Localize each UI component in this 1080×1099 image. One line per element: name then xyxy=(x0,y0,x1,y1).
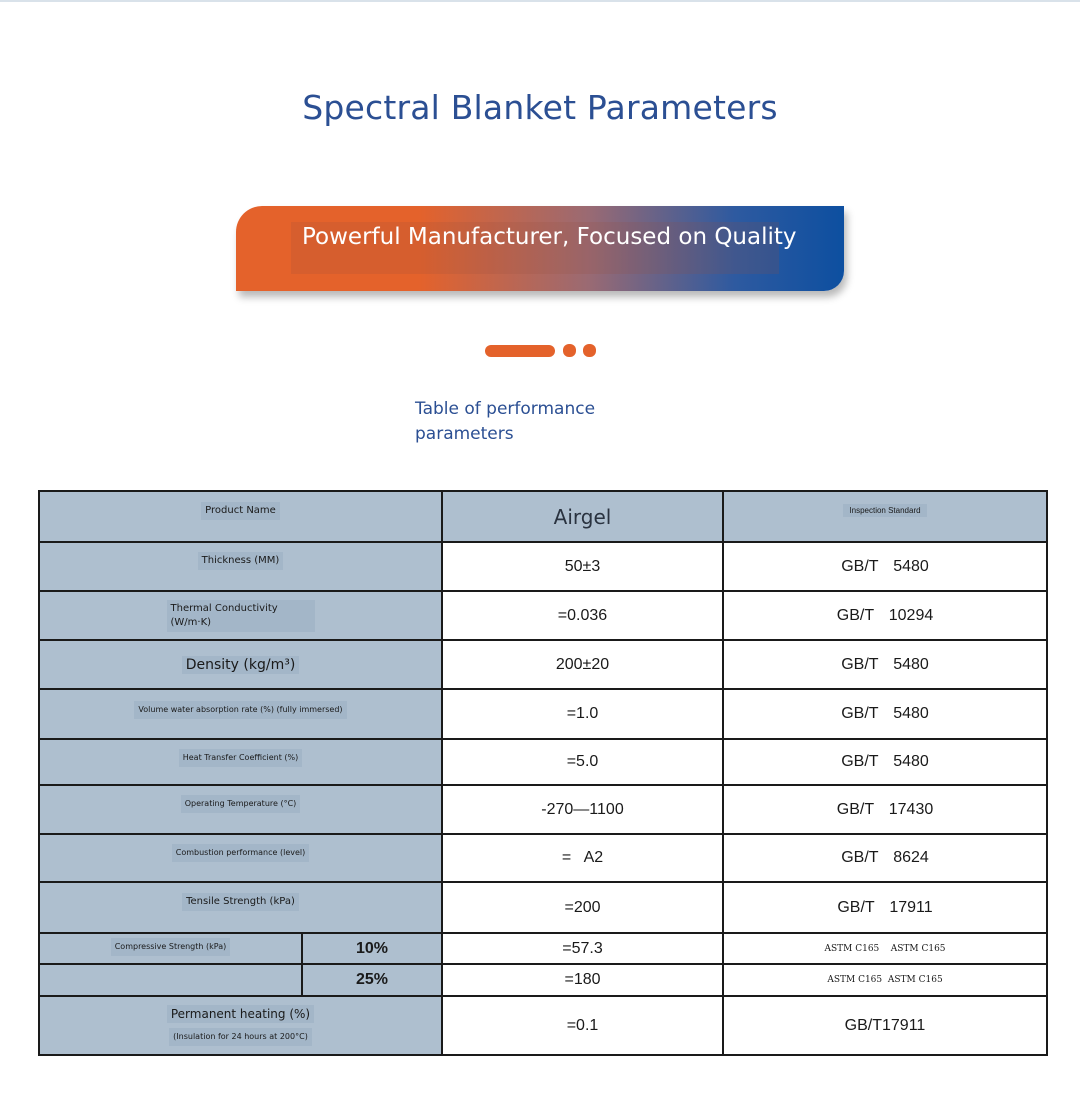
compressive-label: Compressive Strength (kPa) xyxy=(39,933,302,964)
table-row xyxy=(39,542,1047,591)
permanent-heating-row xyxy=(39,996,1047,1055)
row-label: Tensile Strength (kPa) xyxy=(39,882,442,933)
row-value: =200 xyxy=(442,882,723,933)
page-title: Spectral Blanket Parameters xyxy=(302,88,778,127)
row-value: 50±3 xyxy=(442,542,723,591)
row-standard: GB/T 10294 xyxy=(723,591,1047,640)
row-label: Density (kg/m³) xyxy=(39,640,442,689)
permanent-heating-label: Permanent heating (%) (Insulation for 24 hours at 200°C) xyxy=(39,996,442,1055)
row-value: = A2 xyxy=(442,834,723,882)
compressive-row-25 xyxy=(39,964,1047,996)
compressive-value-25: =180 xyxy=(442,964,723,996)
row-standard: GB/T 5480 xyxy=(723,689,1047,739)
row-label: Combustion performance (level) xyxy=(39,834,442,882)
table-row xyxy=(39,591,1047,640)
permanent-heating-standard: GB/T17911 xyxy=(723,996,1047,1055)
row-value: =0.036 xyxy=(442,591,723,640)
decor-dot-1 xyxy=(563,344,576,357)
table-row xyxy=(39,739,1047,785)
table-row xyxy=(39,834,1047,882)
compressive-standard-25: ASTM C165 ASTM C165 xyxy=(723,964,1047,996)
row-standard: GB/T 8624 xyxy=(723,834,1047,882)
row-value: =5.0 xyxy=(442,739,723,785)
table-row xyxy=(39,785,1047,834)
banner-text: Powerful Manufacturer, Focused on Quality xyxy=(302,224,797,250)
section-title: Table of performance parameters xyxy=(415,399,596,444)
compressive-standard-10: ASTM C165 ASTM C165 xyxy=(723,933,1047,964)
compressive-value-10: =57.3 xyxy=(442,933,723,964)
row-standard: GB/T 5480 xyxy=(723,739,1047,785)
row-label: Thickness (MM) xyxy=(39,542,442,591)
row-label: Operating Temperature (°C) xyxy=(39,785,442,834)
decor-bar xyxy=(485,345,555,357)
strain-10: 10% xyxy=(302,933,442,964)
decor-dot-2 xyxy=(583,344,596,357)
row-value: =1.0 xyxy=(442,689,723,739)
row-standard: GB/T 17430 xyxy=(723,785,1047,834)
header-inspection-standard: Inspection Standard xyxy=(723,491,1047,542)
header-product-name: Product Name xyxy=(39,491,442,542)
row-value: 200±20 xyxy=(442,640,723,689)
strain-25: 25% xyxy=(302,964,442,996)
compressive-row-10 xyxy=(39,933,1047,964)
performance-table xyxy=(38,490,1048,1056)
table-header-row xyxy=(39,491,1047,542)
top-divider xyxy=(0,0,1080,2)
compressive-label-empty xyxy=(39,964,302,996)
row-label: Heat Transfer Coefficient (%) xyxy=(39,739,442,785)
row-standard: GB/T 5480 xyxy=(723,640,1047,689)
row-label: Volume water absorption rate (%) (fully immersed) xyxy=(39,689,442,739)
row-standard: GB/T 17911 xyxy=(723,882,1047,933)
table-row xyxy=(39,689,1047,739)
row-value: -270—1100 xyxy=(442,785,723,834)
table-row xyxy=(39,640,1047,689)
row-standard: GB/T 5480 xyxy=(723,542,1047,591)
header-airgel: Airgel xyxy=(442,491,723,542)
permanent-heating-value: =0.1 xyxy=(442,996,723,1055)
table-row xyxy=(39,882,1047,933)
slogan-banner xyxy=(236,206,844,291)
row-label: Thermal Conductivity (W/m·K) xyxy=(39,591,442,640)
